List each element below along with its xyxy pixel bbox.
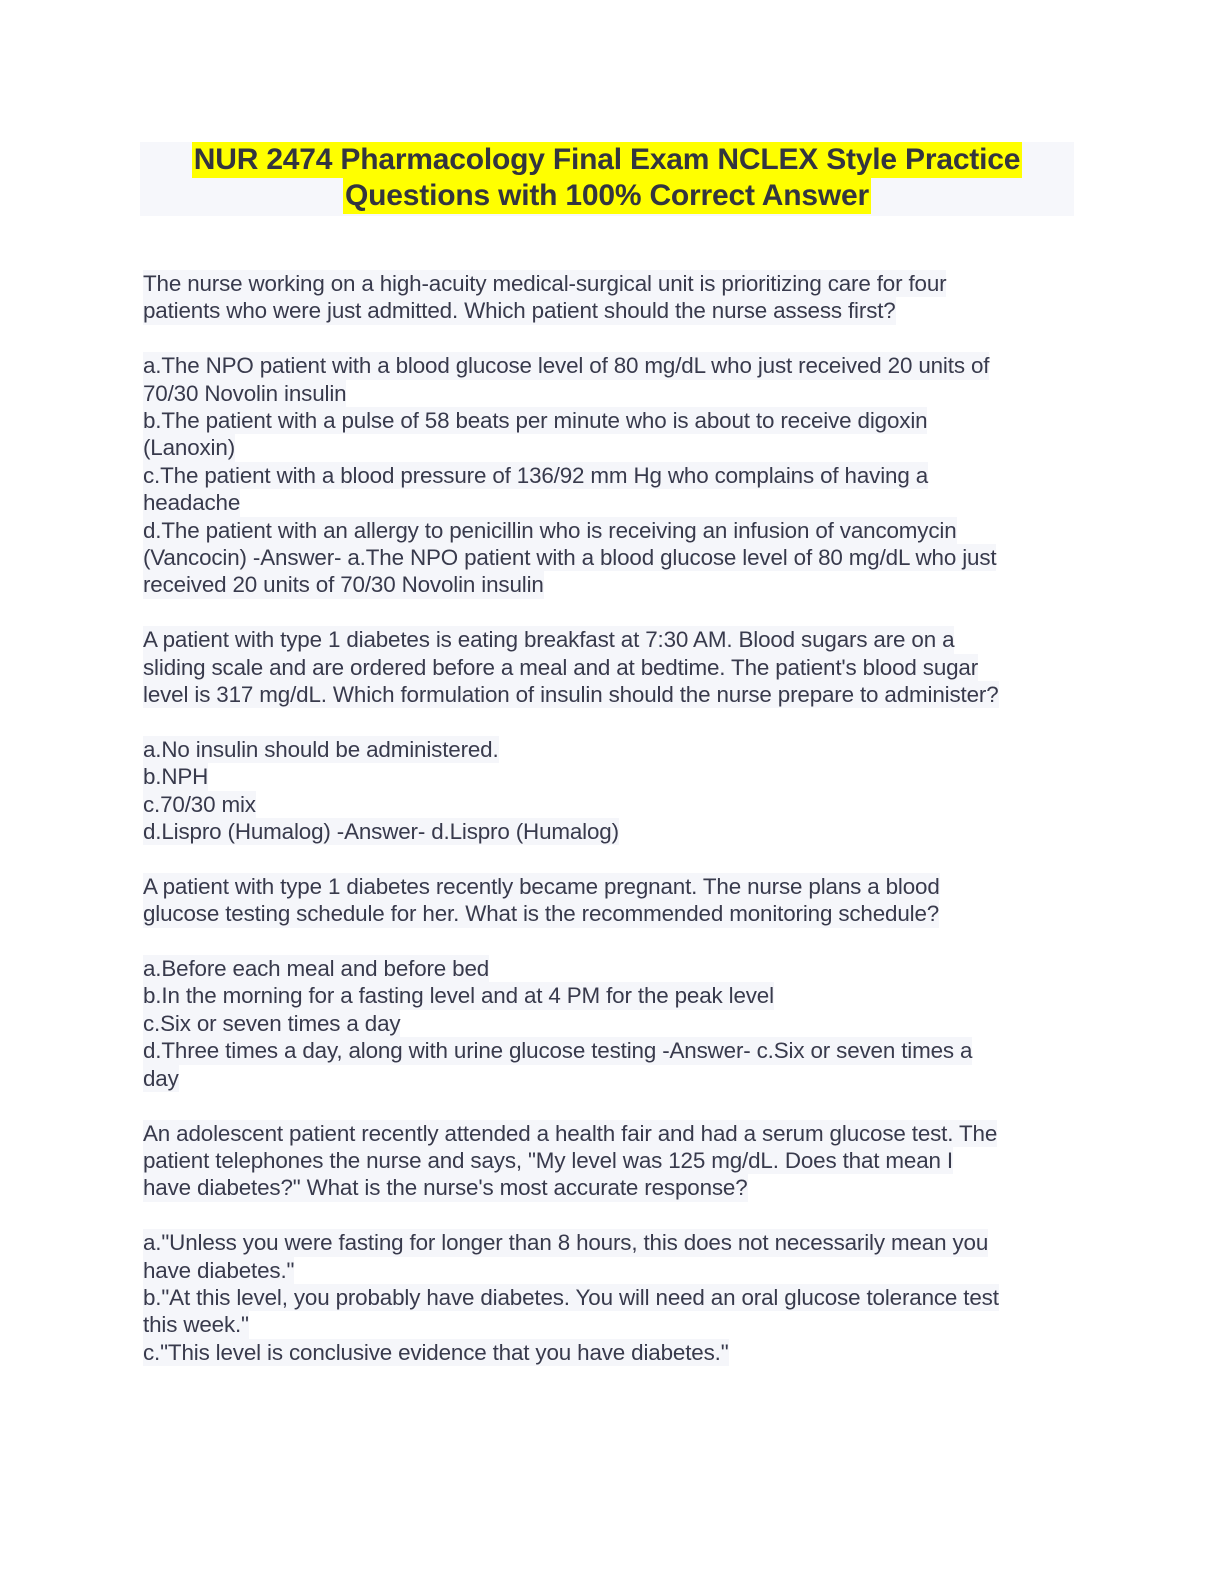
option-line: a.The NPO patient with a blood glucose level of 80 mg/dL who just received 20 units of xyxy=(143,353,990,379)
question-4 xyxy=(143,1120,1083,1367)
answer-line: received 20 units of 70/30 Novolin insulin xyxy=(143,572,544,598)
option-line: c.70/30 mix xyxy=(143,791,256,817)
stem-line: glucose testing schedule for her. What is the recommended monitoring schedule? xyxy=(143,901,940,927)
answer-line: (Vancocin) -Answer- a.The NPO patient with a blood glucose level of 80 mg/dL who just xyxy=(143,545,997,571)
title-line-2: Questions with 100% Correct Answer xyxy=(345,179,869,212)
option-line: this week." xyxy=(143,1312,249,1338)
stem-line: A patient with type 1 diabetes recently became pregnant. The nurse plans a blood xyxy=(143,873,940,899)
stem-line: level is 317 mg/dL. Which formulation of insulin should the nurse prepare to administer? xyxy=(143,682,999,708)
stem-line: patient telephones the nurse and says, "My level was 125 mg/dL. Does that mean I xyxy=(143,1147,953,1173)
option-line: b.The patient with a pulse of 58 beats per minute who is about to receive digoxin xyxy=(143,408,928,434)
answer-line: d.Three times a day, along with urine glucose testing -Answer- c.Six or seven times a xyxy=(143,1038,973,1064)
title-line-1: NUR 2474 Pharmacology Final Exam NCLEX Style Practice xyxy=(193,143,1021,176)
option-line: c.The patient with a blood pressure of 136/92 mm Hg who complains of having a xyxy=(143,462,929,488)
stem-line: An adolescent patient recently attended a health fair and had a serum glucose test. The xyxy=(143,1120,998,1146)
question-1 xyxy=(143,270,1083,599)
option-line: b.NPH xyxy=(143,764,209,790)
stem-line: have diabetes?" What is the nurse's most accurate response? xyxy=(143,1175,748,1201)
option-line: c.Six or seven times a day xyxy=(143,1010,401,1036)
stem-line: patients who were just admitted. Which patient should the nurse assess first? xyxy=(143,298,896,324)
stem-line: sliding scale and are ordered before a meal and at bedtime. The patient's blood sugar xyxy=(143,654,979,680)
question-stem xyxy=(143,1120,1083,1202)
option-line: a.Before each meal and before bed xyxy=(143,956,490,982)
option-line: b.In the morning for a fasting level and at 4 PM for the peak level xyxy=(143,983,774,1009)
question-stem xyxy=(143,873,1083,928)
question-stem xyxy=(143,270,1083,325)
question-options xyxy=(143,352,1083,599)
stem-line: The nurse working on a high-acuity medical-surgical unit is prioritizing care for four xyxy=(143,271,947,296)
answer-line: d.Lispro (Humalog) -Answer- d.Lispro (Humalog) xyxy=(143,819,619,845)
question-options xyxy=(143,955,1083,1092)
answer-line: day xyxy=(143,1065,179,1091)
option-line: a."Unless you were fasting for longer than 8 hours, this does not necessarily mean you xyxy=(143,1230,989,1256)
option-line: c."This level is conclusive evidence that you have diabetes." xyxy=(143,1339,729,1365)
option-line: headache xyxy=(143,490,241,516)
option-line: a.No insulin should be administered. xyxy=(143,736,499,762)
document-body xyxy=(143,270,1083,1366)
question-options xyxy=(143,1229,1083,1366)
question-2 xyxy=(143,626,1083,845)
question-3 xyxy=(143,873,1083,1092)
question-options xyxy=(143,736,1083,846)
stem-line: A patient with type 1 diabetes is eating breakfast at 7:30 AM. Blood sugars are on a xyxy=(143,627,955,653)
question-stem xyxy=(143,626,1083,708)
document-title xyxy=(140,142,1074,216)
option-line: 70/30 Novolin insulin xyxy=(143,380,347,406)
option-line: have diabetes." xyxy=(143,1257,295,1283)
option-line: (Lanoxin) xyxy=(143,435,235,461)
option-line: b."At this level, you probably have diabetes. You will need an oral glucose tolerance test xyxy=(143,1284,999,1310)
option-line: d.The patient with an allergy to penicillin who is receiving an infusion of vancomycin xyxy=(143,517,957,543)
